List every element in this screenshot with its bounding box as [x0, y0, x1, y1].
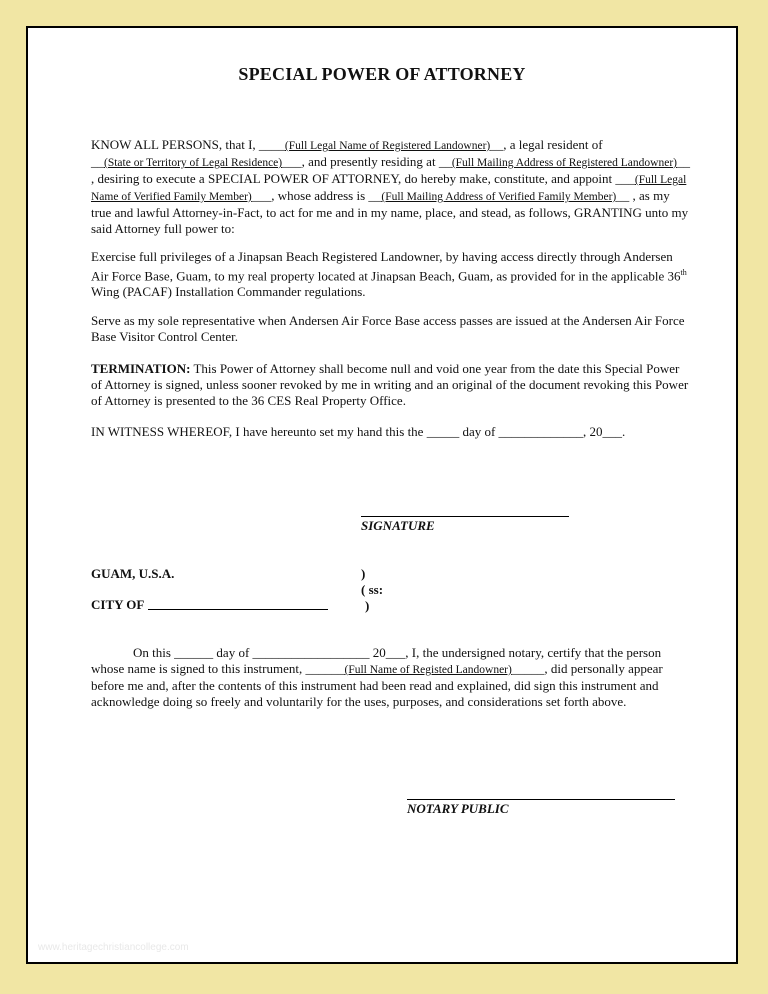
notary-public-label: NOTARY PUBLIC [407, 801, 509, 816]
paragraph-witness: IN WITNESS WHEREOF, I have hereunto set my hand this the _____ day of _____________, 20___. [91, 424, 626, 439]
signature-line [361, 516, 569, 517]
paragraph-termination: TERMINATION: This Power of Attorney shall become null and void one year from the date this Special Power of Attorney is signed, unless sooner revoked by me in writing and an original of the document revoking this Power of Attorney is presented to the 36 CES Real Property Office. [91, 361, 689, 408]
paragraph-representative: Serve as my sole representative when Andersen Air Force Base access passes are issued at the Andersen Air Force Base Visitor Control Center. [91, 313, 685, 344]
document-page [26, 26, 738, 964]
termination-label: TERMINATION: [91, 361, 191, 376]
paragraph-appointment: KNOW ALL PERSONS, that I, ____(Full Legal Name of Registered Landowner)__, a legal resident of __(State or Territory of Legal Residence)___, and presently residing at __(Full Mailing Address of Registered Landowner)__ , desiring to execute a SPECIAL POWER OF ATTORNEY, do hereby make, constitute, and appoint ___(Full Legal Name of Verified Family Member)___, whose address is __(Full Mailing Address of Verified Family Member)__ , as my true and lawful Attorney-in-Fact, to act for me and in my name, place, and stead, as follows, GRANTING unto my said Attorney full power to: [91, 137, 690, 236]
field-state-residence: (State or Territory of Legal Residence) [104, 157, 283, 169]
field-family-member-name: (Full Legal Name of Verified Family Member) [91, 174, 687, 203]
watermark-text: www.heritagechristiancollege.com [38, 942, 189, 953]
notary-signature-line [407, 799, 675, 800]
paragraph-notary: On this ______ day of __________________ 20___, I, the undersigned notary, certify that the person whose name is signed to this instrument, ______(Full Name of Registed Landowner)_____, did personally appear before me and, after the contents of this instrument had been read and explained, did sign this instrument and acknowledge doing so freely and voluntarily for the uses, purposes, and considerations set forth above. [91, 645, 663, 709]
venue-city: CITY OF [91, 597, 328, 613]
venue-state: GUAM, U.S.A. [91, 566, 175, 581]
field-family-member-address: (Full Mailing Address of Verified Family Member) [381, 191, 617, 203]
venue-paren-close: ) [365, 598, 370, 613]
venue-paren-open: ) [361, 566, 366, 581]
field-landowner-address: (Full Mailing Address of Registered Landowner) [451, 157, 677, 169]
field-registered-landowner: (Full Name of Registed Landowner) [344, 664, 512, 676]
document-title: SPECIAL POWER OF ATTORNEY [238, 64, 526, 84]
city-blank-line [148, 609, 328, 610]
signature-label: SIGNATURE [361, 518, 435, 533]
field-landowner-name: (Full Legal Name of Registered Landowner) [284, 140, 491, 152]
paragraph-privileges: Exercise full privileges of a Jinapsan Beach Registered Landowner, by having access directly through Andersen Air Force Base, Guam, to my real property located at Jinapsan Beach, Guam, as provided for in the applicable 36th Wing (PACAF) Installation Commander regulations. [91, 249, 687, 300]
venue-ss: ( ss: [361, 582, 384, 597]
